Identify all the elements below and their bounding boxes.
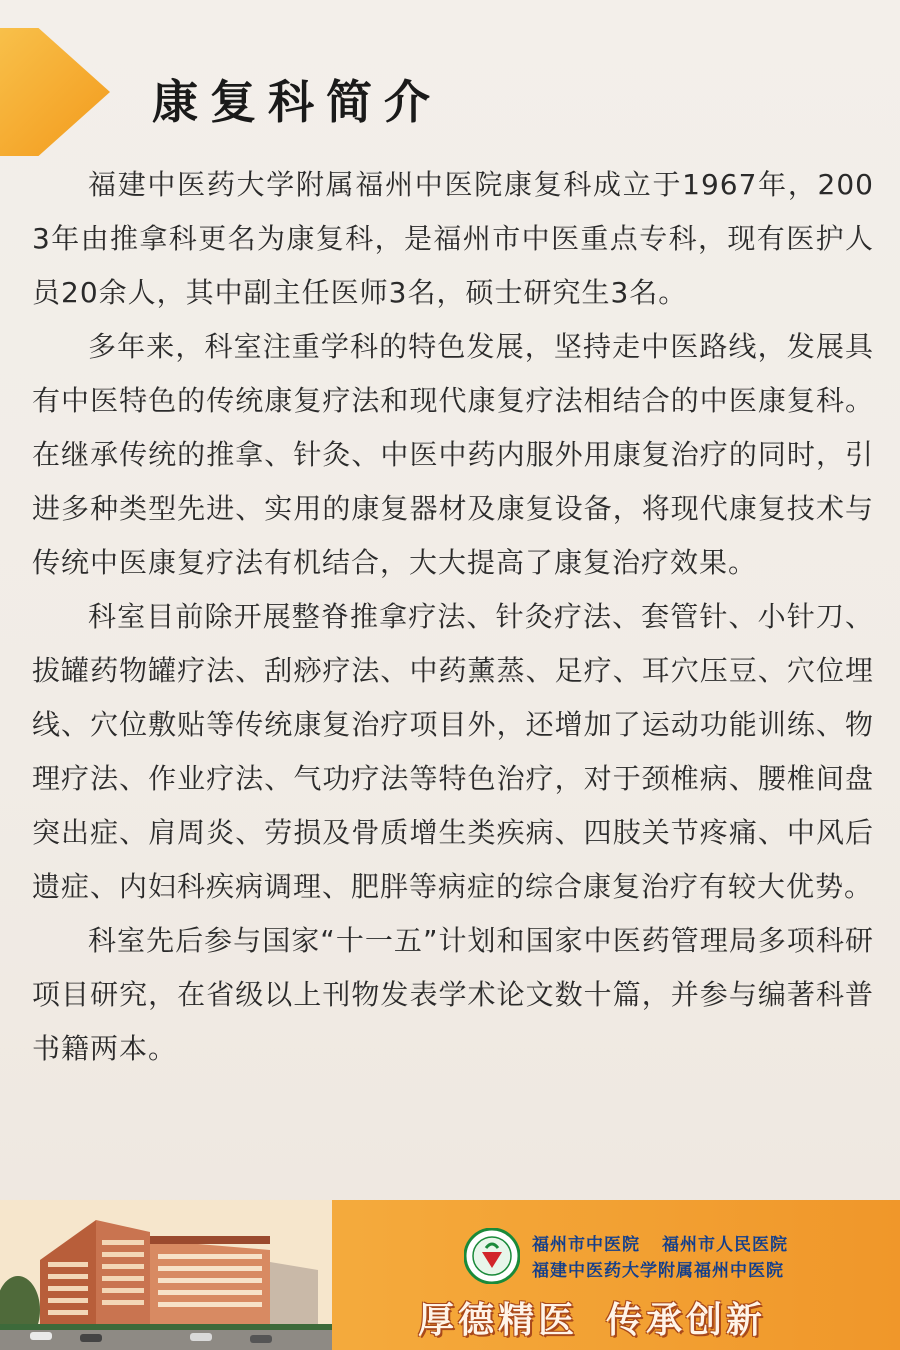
slogan: [418, 1292, 794, 1343]
hospital-name-b: 福州市人民医院: [662, 1235, 788, 1255]
slogan-a: 厚德精医: [418, 1299, 579, 1341]
hospital-name-a: 福州市中医院: [532, 1235, 640, 1255]
page-title: 康复科简介: [152, 75, 442, 129]
slogan-b: 传承创新: [606, 1299, 767, 1341]
hospital-name-c: 福建中医药大学附属福州中医院: [532, 1261, 784, 1281]
hospital-emblem-icon: [464, 1228, 520, 1284]
paragraph-2: 多年来，科室注重学科的特色发展，坚持走中医路线，发展具有中医特色的传统康复疗法和现代康复疗法相结合的中医康复科。在继承传统的推拿、针灸、中医中药内服外用康复治疗的同时，引进多种类型先进、实用的康复器材及康复设备，将现代康复技术与传统中医康复疗法有机结合，大大提高了康复治疗效果。: [32, 330, 874, 579]
paragraph-3: 科室目前除开展整脊推拿疗法、针灸疗法、套管针、小针刀、拔罐药物罐疗法、刮痧疗法、中药薰蒸、足疗、耳穴压豆、穴位埋线、穴位敷贴等传统康复治疗项目外，还增加了运动功能训练、物理疗法、作业疗法、气功疗法等特色治疗，对于颈椎病、腰椎间盘突出症、肩周炎、劳损及骨质增生类疾病、四肢关节疼痛、中风后遗症、内妇科疾病调理、肥胖等病症的综合康复治疗有较大优势。: [32, 600, 874, 903]
footer-banner: [0, 1200, 900, 1350]
intro-text: [32, 158, 874, 1076]
hospital-logo-block: [464, 1226, 894, 1286]
orange-arrow-decoration: [0, 28, 110, 156]
hospital-building-photo: [0, 1200, 332, 1350]
paragraph-1: 福建中医药大学附属福州中医院康复科成立于1967年，2003年由推拿科更名为康复科，是福州市中医重点专科，现有医护人员20余人，其中副主任医师3名，硕士研究生3名。: [32, 168, 874, 309]
paragraph-4: 科室先后参与国家“十一五”计划和国家中医药管理局多项科研项目研究，在省级以上刊物发表学术论文数十篇，并参与编著科普书籍两本。: [32, 924, 874, 1065]
